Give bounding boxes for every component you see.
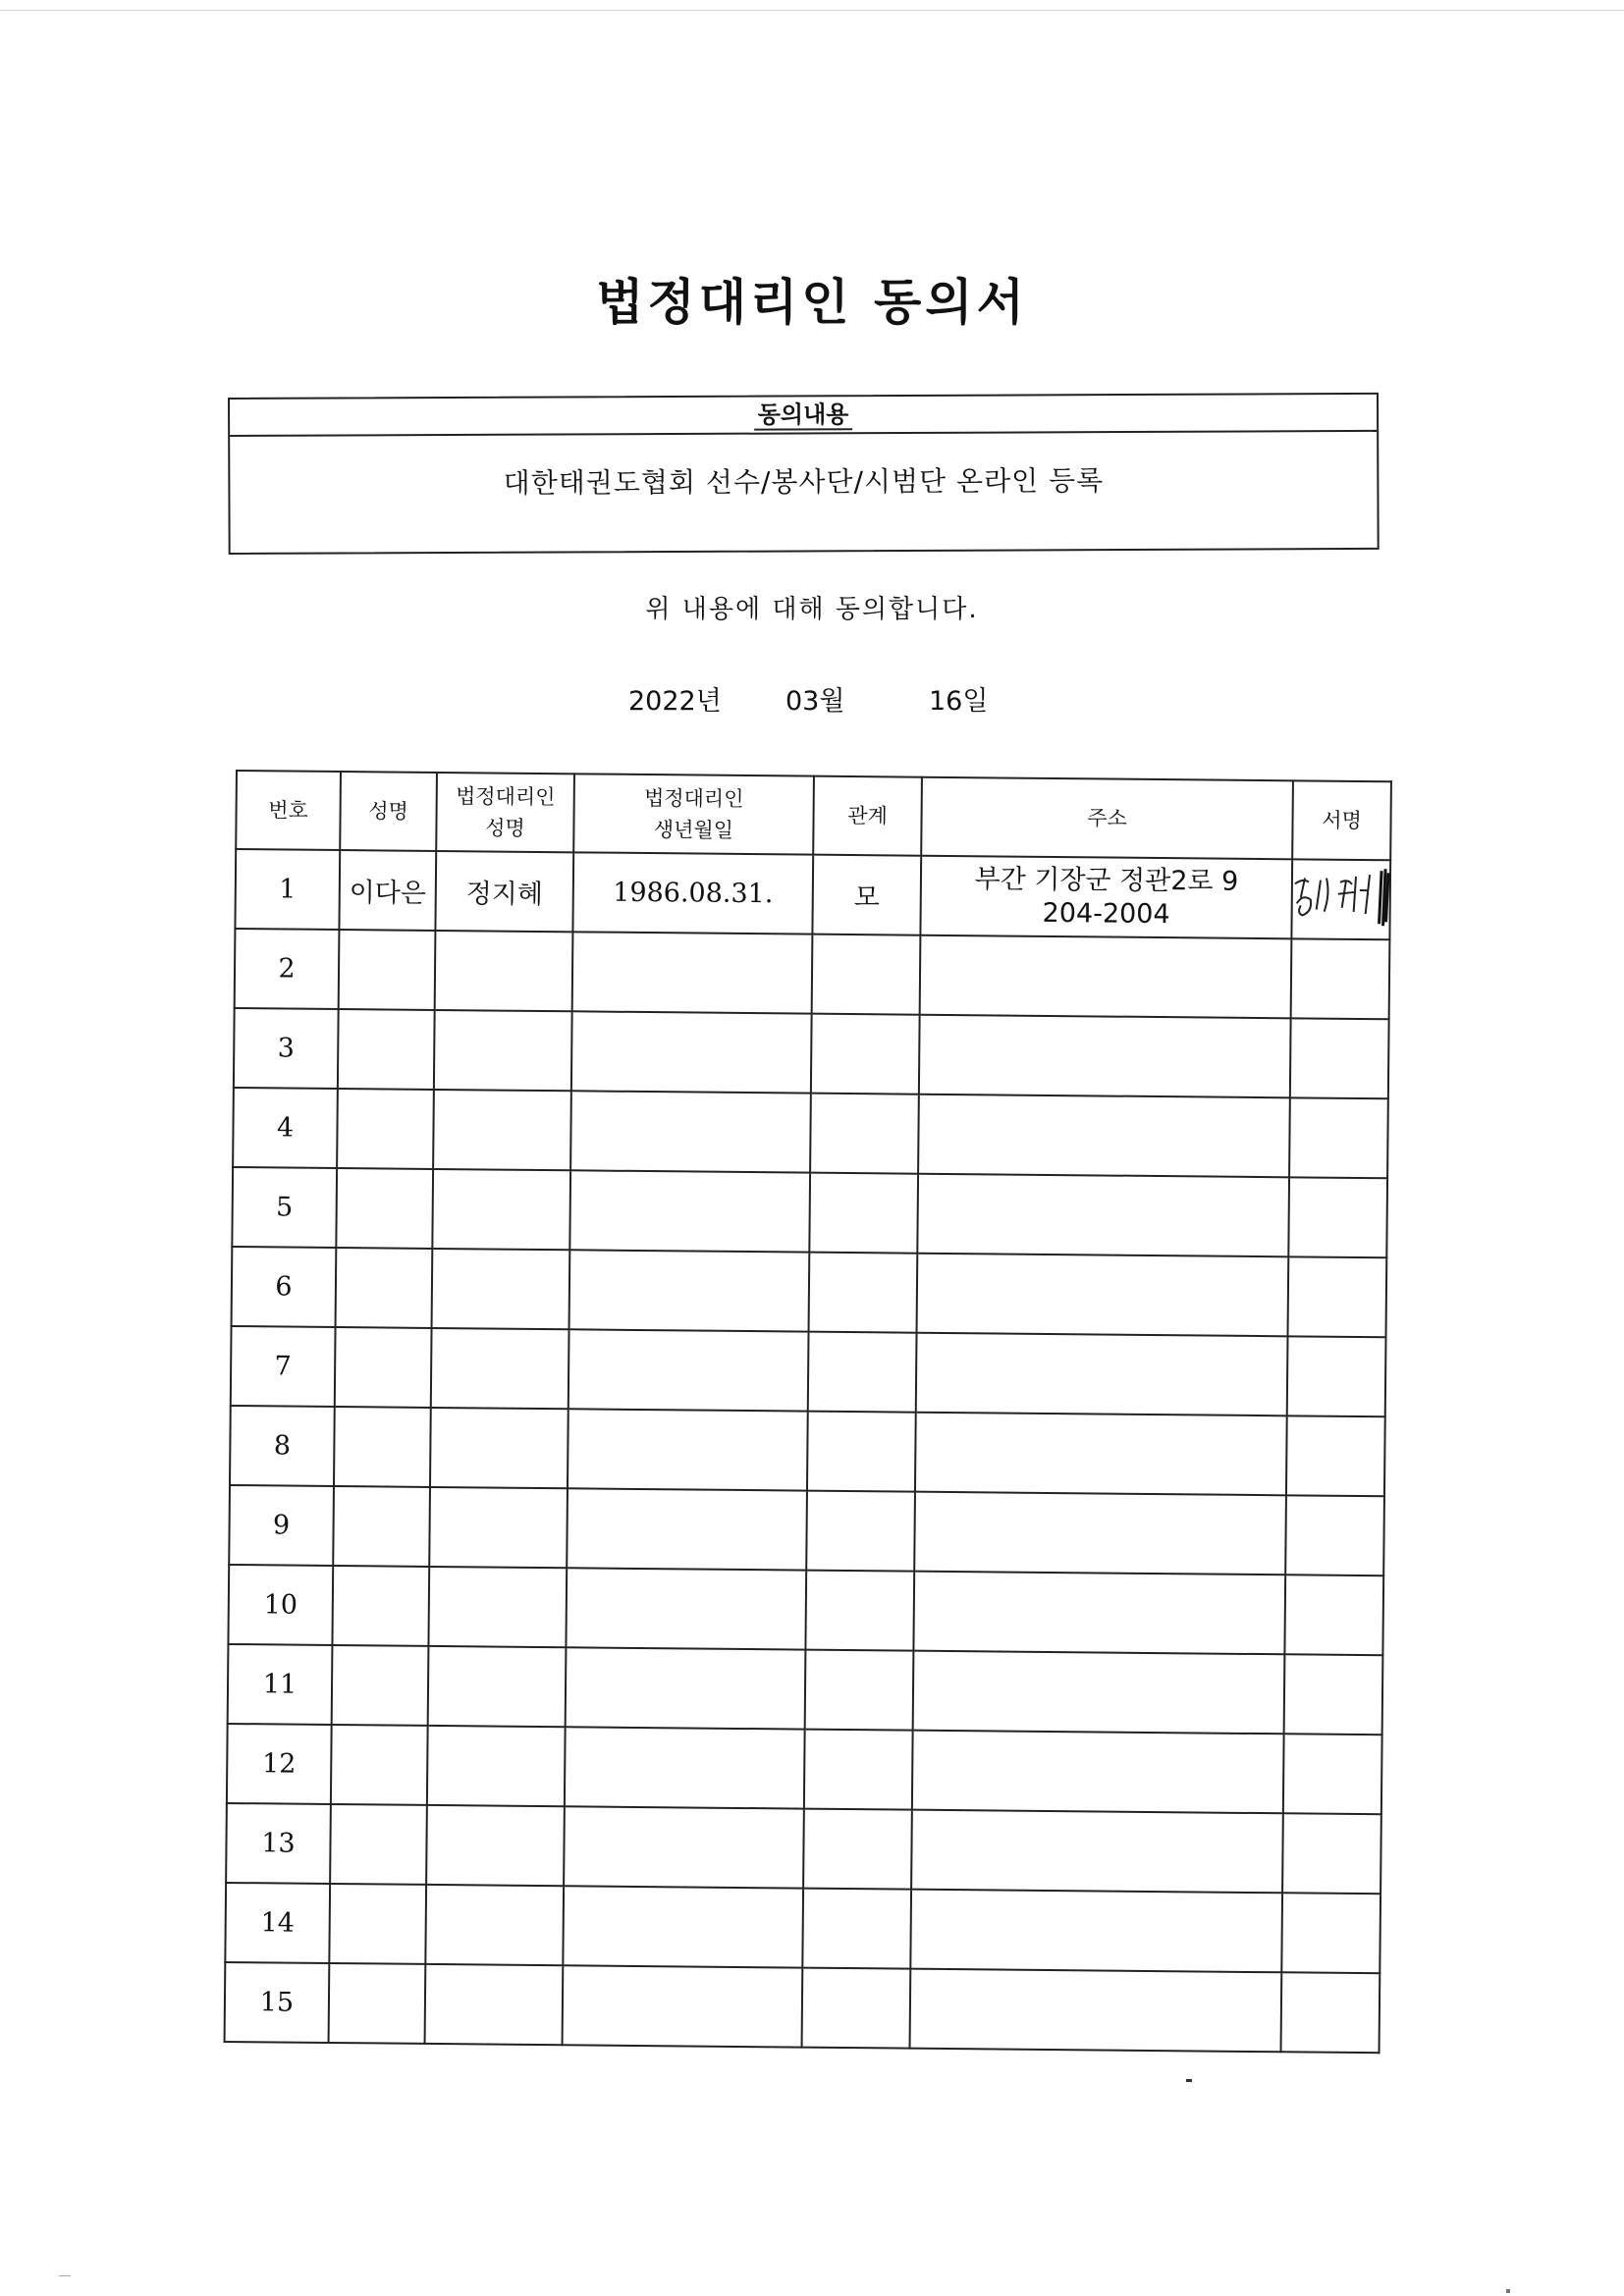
row-guardian-birth <box>564 1806 804 1888</box>
row-no: 8 <box>230 1406 335 1486</box>
row-no: 6 <box>232 1247 337 1327</box>
row-name <box>335 1327 432 1408</box>
row-address <box>910 1969 1282 2053</box>
row-relation <box>810 1094 919 1174</box>
row-address <box>916 1333 1288 1416</box>
registration-table <box>224 770 1392 2054</box>
row-guardian-name <box>435 931 573 1011</box>
row-name <box>336 1248 433 1328</box>
row-relation <box>809 1253 918 1333</box>
row-guardian-name <box>432 1169 570 1250</box>
row-no: 11 <box>228 1644 333 1725</box>
row-guardian-birth <box>567 1488 807 1570</box>
row-no: 4 <box>233 1088 338 1168</box>
row-guardian-name <box>427 1726 566 1806</box>
header-guardian-name <box>436 773 574 852</box>
row-address <box>915 1413 1287 1496</box>
row-guardian-name <box>428 1646 567 1727</box>
row-relation <box>806 1491 915 1572</box>
row-relation <box>812 934 921 1015</box>
row-name <box>332 1566 429 1646</box>
row-guardian-name <box>426 1805 565 1886</box>
row-guardian-name <box>429 1487 568 1568</box>
header-guardian-name-line2: 성명 <box>485 816 525 840</box>
scan-speck <box>1186 2079 1192 2082</box>
row-no: 1 <box>235 849 340 930</box>
row-signature <box>1288 1256 1387 1337</box>
row-guardian-name <box>430 1408 568 1488</box>
row-address <box>913 1651 1285 1735</box>
table-row <box>231 1326 1386 1416</box>
row-no: 7 <box>231 1326 336 1407</box>
row-address <box>912 1731 1284 1814</box>
row-relation <box>805 1650 914 1731</box>
row-name <box>336 1168 433 1249</box>
row-guardian-birth <box>572 932 813 1013</box>
handwritten-signature <box>1290 864 1393 930</box>
header-relation: 관계 <box>813 776 922 856</box>
row-name <box>338 1009 435 1090</box>
row-relation: 모 <box>812 855 921 935</box>
row-no: 15 <box>225 1962 330 2043</box>
row-relation <box>809 1173 918 1254</box>
table-row <box>225 1962 1380 2053</box>
row-guardian-birth: 1986.08.31. <box>572 852 813 934</box>
row-relation <box>802 1889 911 1969</box>
row-name: 이다은 <box>339 850 436 931</box>
row-guardian-name <box>434 1010 572 1091</box>
row-no: 12 <box>227 1724 332 1804</box>
header-guardian-birth-line2: 생년월일 <box>653 818 734 842</box>
row-relation <box>807 1412 916 1492</box>
row-signature <box>1287 1336 1386 1416</box>
table-row <box>235 849 1390 939</box>
header-no: 번호 <box>236 771 341 850</box>
row-address <box>919 1015 1291 1098</box>
row-no: 5 <box>232 1167 337 1248</box>
document-title: 법정대리인 동의서 <box>596 274 1028 331</box>
row-address <box>920 856 1292 939</box>
row-guardian-birth <box>570 1091 811 1172</box>
row-signature <box>1281 1893 1380 1973</box>
row-no: 10 <box>228 1565 333 1645</box>
row-signature <box>1286 1415 1385 1496</box>
row-relation <box>805 1571 914 1651</box>
agreement-statement: 위 내용에 대해 동의합니다. <box>645 595 979 624</box>
table-row <box>227 1724 1382 1814</box>
row-name <box>330 1804 427 1885</box>
row-guardian-name <box>433 1090 571 1170</box>
table-row <box>234 1008 1389 1098</box>
consent-box-header <box>230 395 1377 437</box>
row-address <box>918 1095 1290 1178</box>
row-guardian-birth <box>568 1329 809 1411</box>
date-year: 2022년 <box>628 686 722 717</box>
row-signature <box>1284 1575 1383 1655</box>
consent-box-header-label: 동의내용 <box>754 400 853 430</box>
row-no: 2 <box>235 929 340 1009</box>
table-row <box>228 1565 1383 1655</box>
row-relation <box>803 1809 912 1890</box>
row-guardian-name <box>431 1328 569 1409</box>
row-address-line1: 부간 기장군 정관2로 9 <box>974 863 1239 897</box>
scan-speck <box>59 2275 71 2276</box>
row-guardian-birth <box>566 1568 806 1649</box>
row-address <box>910 1890 1282 1973</box>
row-signature <box>1281 1972 1380 2053</box>
table-row <box>232 1247 1387 1337</box>
registration-table-wrapper <box>224 770 1392 2054</box>
table-row <box>235 929 1390 1019</box>
row-no: 9 <box>229 1485 334 1566</box>
row-name <box>331 1725 428 1805</box>
row-address <box>917 1254 1289 1337</box>
row-no: 13 <box>226 1803 331 1884</box>
row-guardian-birth <box>563 1965 803 2047</box>
row-signature <box>1291 938 1390 1019</box>
table-header-row <box>236 771 1391 860</box>
row-name <box>339 930 436 1010</box>
date-day: 16일 <box>929 686 989 717</box>
row-relation <box>802 1968 911 2049</box>
scan-top-edge <box>0 10 1624 11</box>
row-guardian-birth <box>566 1647 806 1729</box>
table-row <box>229 1485 1384 1575</box>
row-no: 14 <box>225 1883 330 1963</box>
header-guardian-name-line1: 법정대리인 <box>455 784 556 810</box>
row-signature <box>1284 1654 1383 1735</box>
row-signature <box>1290 1018 1389 1098</box>
scan-speck <box>1506 2289 1510 2293</box>
row-address <box>913 1572 1285 1655</box>
row-guardian-name <box>428 1567 567 1647</box>
row-name <box>329 1963 426 2044</box>
consent-content-box <box>228 393 1380 555</box>
header-address: 주소 <box>921 777 1293 860</box>
row-guardian-birth <box>565 1727 805 1808</box>
row-guardian-name <box>425 1885 564 1965</box>
row-guardian-name: 정지혜 <box>435 851 573 932</box>
row-name <box>333 1486 430 1567</box>
table-row <box>233 1088 1388 1178</box>
header-guardian-birth-line1: 법정대리인 <box>643 785 744 811</box>
header-name: 성명 <box>340 772 437 851</box>
row-address <box>920 935 1292 1019</box>
row-name <box>337 1089 434 1169</box>
row-signature <box>1291 859 1390 939</box>
row-address <box>917 1174 1289 1257</box>
row-name <box>329 1884 426 1964</box>
table-row <box>230 1406 1385 1496</box>
table-row <box>228 1644 1383 1735</box>
row-signature <box>1289 1097 1388 1178</box>
row-guardian-birth <box>569 1250 810 1331</box>
row-address <box>914 1492 1286 1575</box>
date-month: 03월 <box>785 686 845 717</box>
row-guardian-name <box>425 1964 564 2045</box>
row-signature <box>1283 1734 1382 1814</box>
table-row <box>232 1167 1387 1257</box>
row-relation <box>811 1014 920 1095</box>
row-relation <box>808 1332 917 1413</box>
row-relation <box>804 1730 913 1810</box>
row-address <box>911 1810 1283 1894</box>
row-guardian-birth <box>571 1011 812 1093</box>
consent-box-content: 대한태권도협회 선수/봉사단/시범단 온라인 등록 <box>503 464 1105 500</box>
row-guardian-name <box>432 1249 570 1329</box>
row-guardian-birth <box>563 1886 803 1967</box>
row-address-line2: 204-2004 <box>1042 897 1170 930</box>
row-signature <box>1282 1813 1381 1894</box>
row-signature <box>1285 1495 1384 1575</box>
header-signature: 서명 <box>1292 780 1391 860</box>
row-name <box>332 1645 429 1726</box>
row-guardian-birth <box>568 1409 808 1490</box>
table-row <box>225 1883 1380 1973</box>
row-signature <box>1288 1177 1387 1257</box>
table-row <box>226 1803 1381 1894</box>
row-guardian-birth <box>569 1170 810 1252</box>
row-no: 3 <box>234 1008 339 1089</box>
header-guardian-birth <box>573 774 814 854</box>
row-name <box>334 1407 431 1487</box>
